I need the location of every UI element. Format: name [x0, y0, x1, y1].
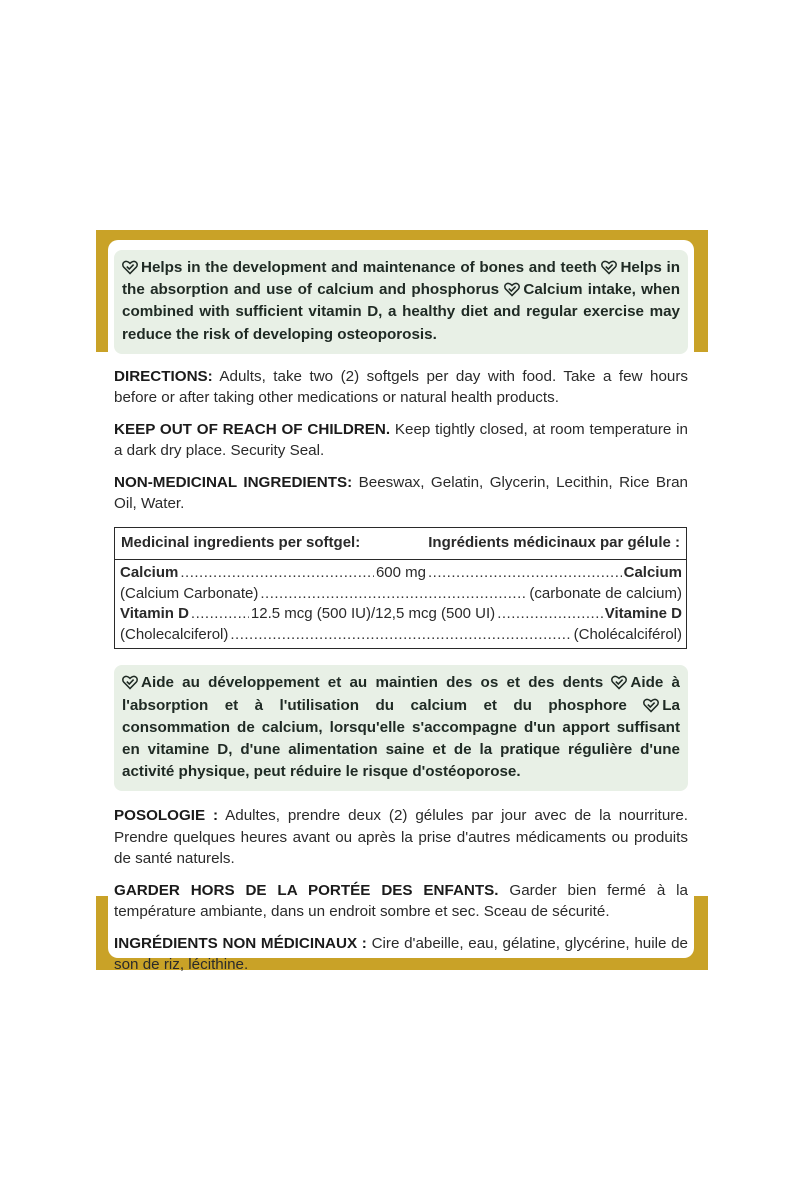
non-medicinaux-text: Cire d'abeille, eau, gélatine, glycérine, huile de son de riz, lécithine.: [114, 934, 688, 974]
vitamin-d-amount: 12.5 mcg (500 IU)/12,5 mcg (500 UI): [250, 605, 496, 623]
english-claims-box: [114, 250, 688, 354]
english-claim-1: Helps in the development and maintenance of bones and teeth: [141, 259, 597, 276]
dot-leader: [191, 604, 249, 625]
vitamin-d-row: [120, 604, 682, 625]
calcium-amount: 600 mg: [375, 564, 427, 582]
posologie-label: POSOLOGIE :: [114, 807, 219, 825]
vitamin-d-source-row: [120, 625, 682, 646]
french-directions: [114, 805, 688, 870]
french-warning: [114, 880, 688, 923]
posologie-text: Adultes, prendre deux (2) gélules par jour avec de la nourriture. Prendre quelques heures avant ou après la prise d'autres médicaments ou produits de santé naturels.: [114, 807, 688, 868]
english-warning: [114, 419, 688, 462]
header-french: Ingrédients médicinaux par gélule :: [428, 533, 680, 551]
english-claim-2: Helps in the absorption and use of calcium and phosphorus: [122, 259, 681, 299]
dot-leader: [260, 584, 527, 605]
label-panel: [108, 240, 694, 974]
english-claim-3: Calcium intake, when combined with sufficient vitamin D, a healthy diet and regular exercise may reduce the risk of developing osteoporosis.: [122, 281, 680, 343]
calcium-source-fr: (carbonate de calcium): [529, 584, 682, 602]
medicinal-ingredients-table: [114, 527, 687, 650]
french-claim-3: La consommation de calcium, lorsqu'elle s'accompagne d'un apport suffisant en vitamine D, d'une alimentation saine et de la pratique régulière d'une activité physique, peut réduire le risque d'ostéoporose.: [122, 696, 680, 781]
check-heart-icon: [122, 674, 138, 690]
check-heart-icon: [122, 259, 138, 275]
check-heart-icon: [504, 281, 520, 297]
english-non-medicinal: [114, 472, 688, 515]
dot-leader: [180, 563, 374, 584]
medicinal-table-header: [115, 528, 686, 561]
english-directions: [114, 366, 688, 409]
garder-text: Garder bien fermé à la température ambiante, dans un endroit sombre et sec. Sceau de sécurité.: [114, 881, 688, 921]
vitamin-d-source-fr: (Cholécalciférol): [573, 625, 682, 643]
vitamin-d-name-en: Vitamin D: [120, 605, 189, 623]
vitamin-d-source-en: (Cholecalciferol): [120, 625, 229, 643]
dot-leader: [497, 604, 603, 625]
non-medicinal-text: Beeswax, Gelatin, Glycerin, Lecithin, Rice Bran Oil, Water.: [114, 473, 688, 513]
dot-leader: [428, 563, 622, 584]
check-heart-icon: [601, 259, 617, 275]
calcium-source-en: (Calcium Carbonate): [120, 584, 259, 602]
garder-label: GARDER HORS DE LA PORTÉE DES ENFANTS.: [114, 881, 499, 899]
check-heart-icon: [611, 674, 627, 690]
warning-text: Keep tightly closed, at room temperature in a dark dry place. Security Seal.: [114, 420, 689, 460]
dot-leader: [230, 625, 571, 646]
calcium-row: [120, 563, 682, 584]
directions-text: Adults, take two (2) softgels per day with food. Take a few hours before or after taking other medications or natural health products.: [114, 367, 688, 407]
header-english: Medicinal ingredients per softgel:: [121, 533, 361, 551]
vitamin-d-name-fr: Vitamine D: [604, 605, 682, 623]
warning-label: KEEP OUT OF REACH OF CHILDREN.: [114, 420, 391, 438]
french-non-medicinal: [114, 933, 688, 976]
calcium-source-row: [120, 584, 682, 605]
french-claim-2: Aide à l'absorption et à l'utilisation du calcium et du phosphore: [122, 674, 681, 714]
non-medicinal-label: NON-MEDICINAL INGREDIENTS:: [114, 473, 353, 491]
check-heart-icon: [643, 697, 659, 713]
calcium-name-en: Calcium: [120, 564, 179, 582]
calcium-name-fr: Calcium: [623, 564, 682, 582]
french-claims-box: [114, 665, 688, 791]
french-claim-1: Aide au développement et au maintien des os et des dents: [141, 674, 604, 692]
directions-label: DIRECTIONS:: [114, 367, 213, 385]
non-medicinaux-label: INGRÉDIENTS NON MÉDICINAUX :: [114, 934, 367, 952]
